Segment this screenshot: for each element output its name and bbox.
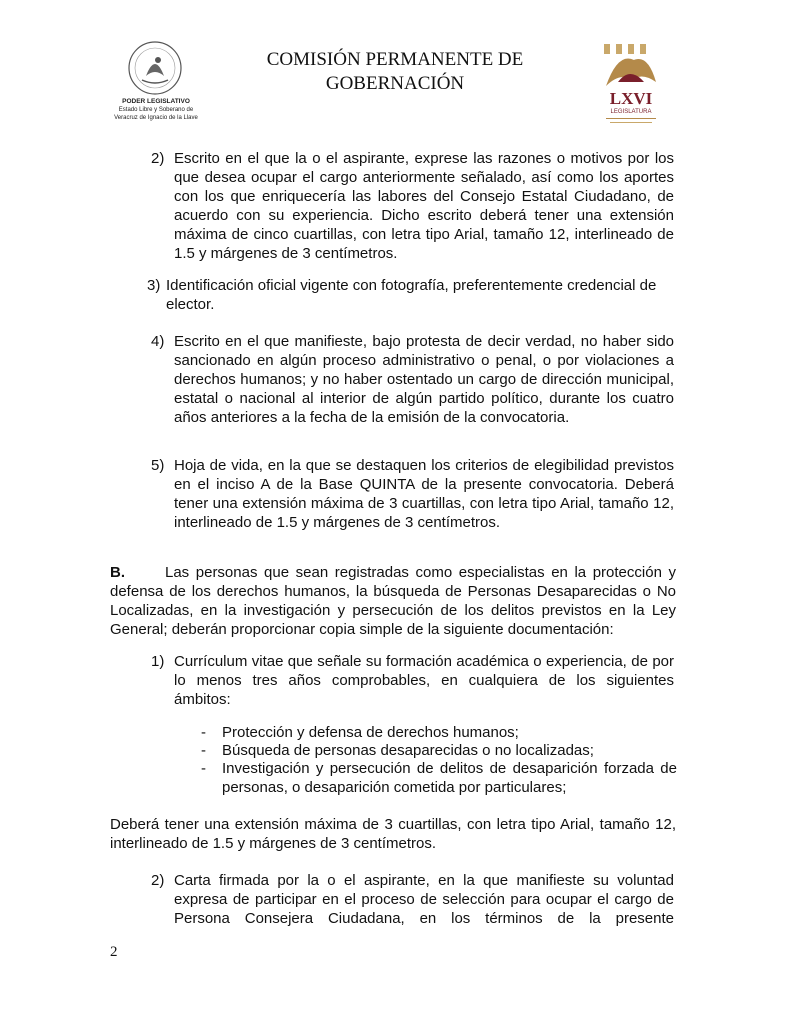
document-title [200,48,590,96]
section-b [110,563,676,639]
legislature-logo [598,42,664,132]
section-b-text [110,563,676,639]
item-4-number: 4) [151,333,165,350]
seal-caption-line2: Estado Libre y Soberano de [118,107,194,113]
item-2-text: Escrito en el que la o el aspirante, exprese las razones o motivos por los que desea ocupar el cargo anteriormente señalado, así como los aportes con los que enriquecería las labores del Consejo Estatal Ciudadano, de acuerdo con su experiencia. Dicho escrito deberá tener una extensión máxima de cinco cuartillas, con letra tipo Arial, tamaño 12, interlineado de 1.5 y márgenes de 3 centímetros. [174,150,674,262]
page-number: 2 [110,944,118,960]
item-5-number: 5) [151,457,165,474]
bullet-2-dash: - [201,742,206,759]
bullet-2-text: Búsqueda de personas desaparecidas o no localizadas; [222,742,594,759]
b-item-1-number: 1) [151,653,165,670]
item-3-number: 3) [147,277,161,294]
logo-wordmark: LXVI [609,89,653,108]
bullet-3-dash: - [201,760,206,777]
b-item-1-text: Currículum vitae que señale su formación académica o experiencia, de por lo menos tres años comprobables, en cualquiera de los siguientes ámbitos: [174,653,674,708]
b-item-2-text: Carta firmada por la o el aspirante, en la que manifieste su voluntad expresa de participar en el proceso de selección para ocupar el cargo de Persona Consejera Ciudadana, en los términos de la presente [174,872,674,927]
title-line-1: COMISIÓN PERMANENTE DE [266,49,524,70]
seal-caption-line3: Veracruz de Ignacio de la Llave [114,115,198,121]
item-5-text: Hoja de vida, en la que se destaquen los criterios de elegibilidad previstos en el inciso A de la Base QUINTA de la presente convocatoria. Deberá tener una extensión máxima de 3 cuartillas, con letra tipo Arial, tamaño 12, interlineado de 1.5 y márgenes de 3 centímetros. [174,457,674,531]
item-2-number: 2) [151,150,165,167]
b-item-2-number: 2) [151,872,165,889]
format-note: Deberá tener una extensión máxima de 3 cuartillas, con letra tipo Arial, tamaño 12, interlineado de 1.5 y márgenes de 3 centímetros. [110,816,676,852]
bullet-1-dash: - [201,724,206,741]
seal-caption-title: PODER LEGISLATIVO [122,98,190,105]
item-3-text: Identificación oficial vigente con fotografía, preferentemente credencial de elector. [166,277,657,313]
section-b-label: B. [110,564,125,581]
title-line-2: GOBERNACIÓN [325,73,465,94]
section-b-body: Las personas que sean registradas como especialistas en la protección y defensa de los derechos humanos, la búsqueda de Personas Desaparecidas o No Localizadas, en la investigación y persecución de los delitos previstos en la Ley General; deberán proporcionar copia simple de la siguiente documentación: [110,564,676,638]
logo-subtitle: LEGISLATURA [610,109,652,115]
coat-of-arms-seal [120,38,190,96]
bullet-1-text: Protección y defensa de derechos humanos; [222,724,519,741]
item-4-text: Escrito en el que manifieste, bajo protesta de decir verdad, no haber sido sancionado en algún proceso administrativo o penal, o por violaciones a derechos humanos; y no haber ostentado un cargo de dirección municipal, estatal o nacional al interior de algún partido político, durante los cuatro años anteriores a la fecha de la emisión de la convocatoria. [174,333,674,426]
seal-caption [100,98,212,122]
bullet-3-text: Investigación y persecución de delitos de desaparición forzada de personas, o desaparición cometida por particulares; [222,760,677,796]
